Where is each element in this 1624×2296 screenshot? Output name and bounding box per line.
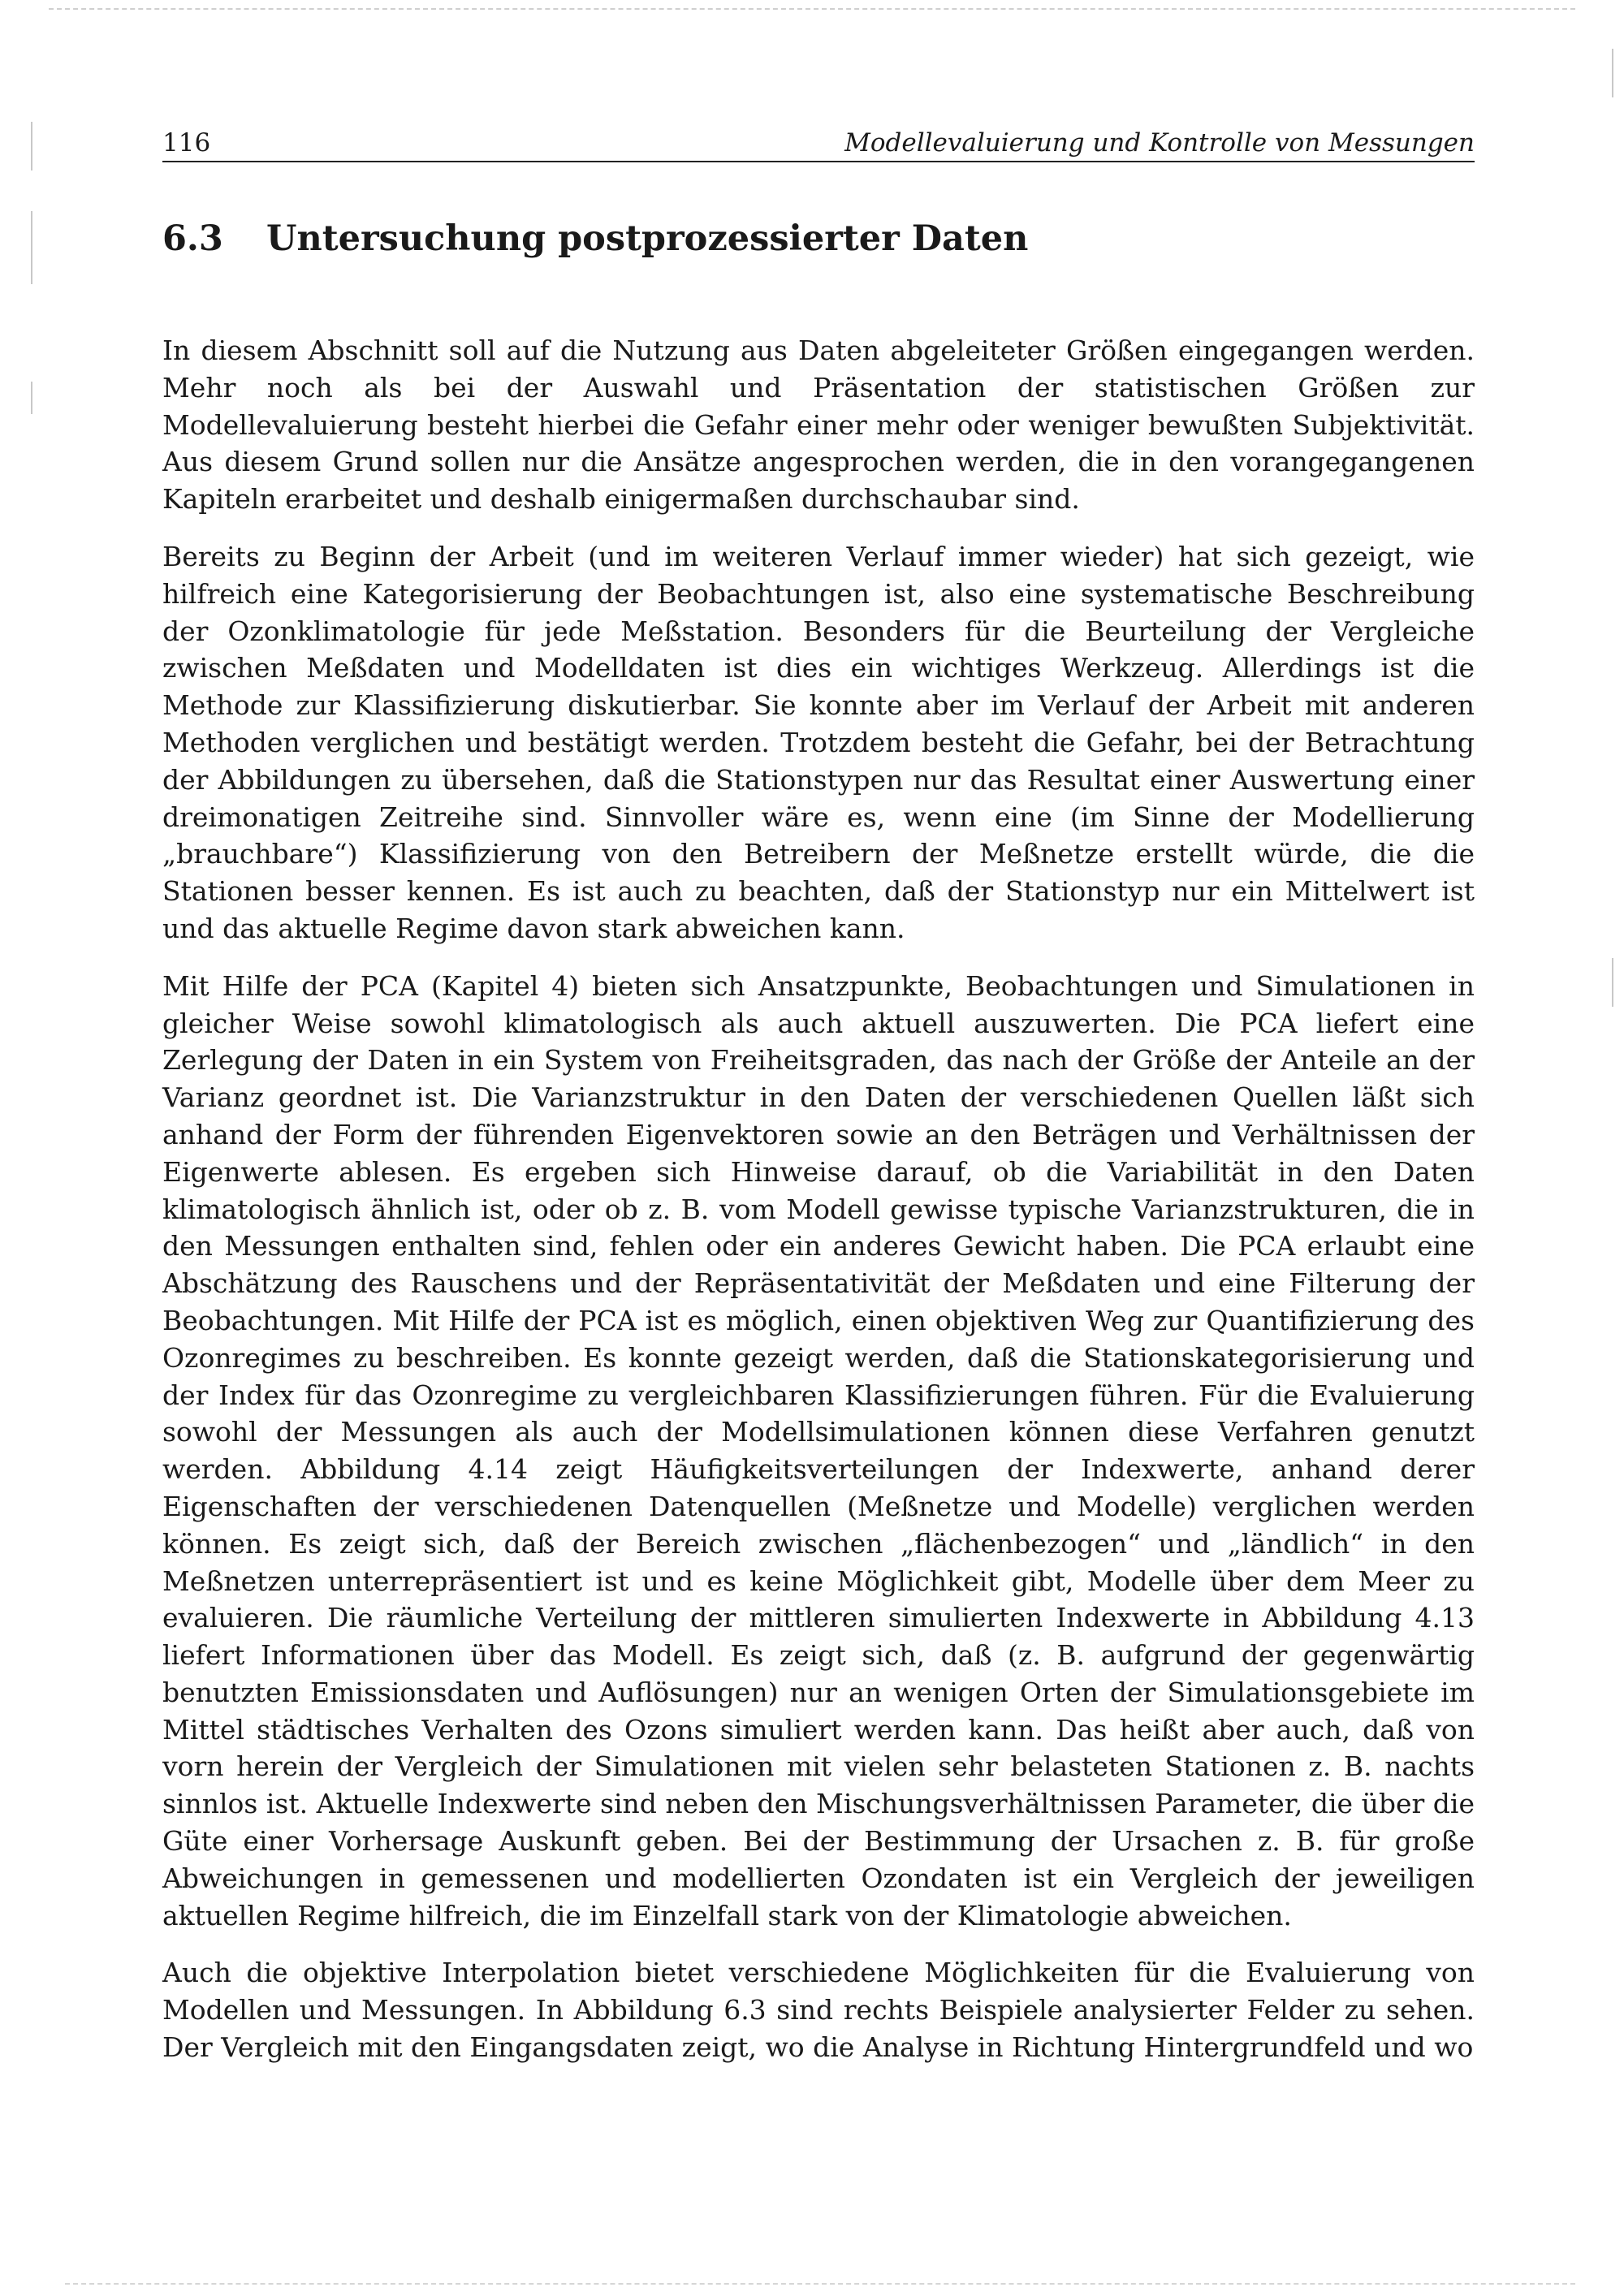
scan-margin-mark: [1612, 49, 1613, 97]
body-text: [162, 332, 1475, 2087]
scan-margin-mark: [31, 382, 32, 414]
paragraph: In diesem Abschnitt soll auf die Nutzung aus Daten abgeleiteter Größen eingegangen werden. Mehr noch als bei der Auswahl und Präsentation der statistischen Größen zur Modellevaluierung besteht hierbei die Gefahr einer mehr oder weniger bewußten Subjektivität. Aus diesem Grund sollen nur die Ansätze angesprochen werden, die in den vorangegangenen Kapiteln erarbeitet und deshalb einigermaßen durchschaubar sind.: [162, 334, 1475, 516]
paragraph: Mit Hilfe der PCA (Kapitel 4) bieten sich Ansatzpunkte, Beobachtungen und Simulationen in gleicher Weise sowohl klimatologisch als auch aktuell auszuwerten. Die PCA liefert eine Zerlegung der Daten in ein System von Freiheitsgraden, das nach der Größe der Anteile an der Varianz geordnet ist. Die Varianzstruktur in den Daten der verschiedenen Quellen läßt sich anhand der Form der führenden Eigenvektoren sowie an den Beträgen und Verhältnissen der Eigenwerte ablesen. Es ergeben sich Hinweise darauf, ob die Variabilität in den Daten klimatologisch ähnlich ist, oder ob z. B. vom Modell gewisse typische Varianzstrukturen, die in den Messungen enthalten sind, fehlen oder ein anderes Gewicht haben. Die PCA erlaubt eine Abschätzung des Rauschens und der Repräsentativität der Meßdaten und eine Filterung der Beobachtungen. Mit Hilfe der PCA ist es möglich, einen objektiven Weg zur Quantifizierung des Ozonregimes zu beschreiben. Es konnte gezeigt werden, daß die Stationskategorisierung und der Index für das Ozonregime zu vergleichbaren Klassifizierungen führen. Für die Evaluierung sowohl der Messungen als auch der Modellsimulationen können diese Verfahren genutzt werden. Abbildung 4.14 zeigt Häufigkeitsverteilungen der Indexwerte, anhand derer Eigenschaften der verschiedenen Datenquellen (Meßnetze und Modelle) verglichen werden können. Es zeigt sich, daß der Bereich zwischen „flächenbezogen“ und „ländlich“ in den Meßnetzen unterrepräsentiert ist und es keine Möglichkeit gibt, Modelle über dem Meer zu evaluieren. Die räumliche Verteilung der mittleren simulierten Indexwerte in Abbildung 4.13 liefert Informationen über das Modell. Es zeigt sich, daß (z. B. aufgrund der gegenwärtig benutzten Emissionsdaten und Auflösungen) nur an wenigen Orten der Simulationsgebiete im Mittel städtisches Verhalten des Ozons simuliert werden kann. Das heißt aber auch, daß von vorn herein der Vergleich der Simulationen mit vielen sehr belasteten Stationen z. B. nachts sinnlos ist. Aktuelle Indexwerte sind neben den Mischungsverhältnissen Parameter, die über die Güte einer Vorhersage Auskunft geben. Bei der Bestimmung der Ursachen z. B. für große Abweichungen in gemessenen und modellierten Ozondaten ist ein Vergleich der jeweiligen aktuellen Regime hilfreich, die im Einzelfall stark von der Klimatologie abweichen.: [162, 969, 1475, 1931]
scan-bottom-edge: [65, 2283, 1575, 2285]
paragraph: Auch die objektive Interpolation bietet verschiedene Möglichkeiten für die Evaluierung von Modellen und Messungen. In Abbildung 6.3 sind rechts Beispiele analysierter Felder zu sehen. Der Vergleich mit den Eingangsdaten zeigt, wo die Analyse in Richtung Hintergrundfeld und wo: [162, 1957, 1475, 2064]
running-header: [162, 127, 1475, 162]
scan-top-edge: [49, 8, 1575, 10]
running-title: Modellevaluierung und Kontrolle von Messungen: [844, 128, 1475, 158]
scan-margin-mark: [31, 211, 32, 284]
section-title: Untersuchung postprozessierter Daten: [266, 218, 1029, 259]
scan-margin-mark: [31, 122, 32, 170]
section-heading: [162, 216, 1475, 261]
paragraph: Bereits zu Beginn der Arbeit (und im weiteren Verlauf immer wieder) hat sich gezeigt, wie hilfreich eine Kategorisierung der Beobachtungen ist, also eine systematische Beschreibung der Ozonklimatologie für jede Meßstation. Besonders für die Beurteilung der Vergleiche zwischen Meßdaten und Modelldaten ist dies ein wichtiges Werkzeug. Allerdings ist die Methode zur Klassifizierung diskutierbar. Sie konnte aber im Verlauf der Arbeit mit anderen Methoden verglichen und bestätigt werden. Trotzdem besteht die Gefahr, bei der Betrachtung der Abbildungen zu übersehen, daß die Stationstypen nur das Resultat einer Auswertung einer dreimonatigen Zeitreihe sind. Sinnvoller wäre es, wenn eine (im Sinne der Modellierung „brauchbare“) Klassifizierung von den Betreibern der Meßnetze erstellt würde, die die Stationen besser kennen. Es ist auch zu beachten, daß der Stationstyp nur ein Mittelwert ist und das aktuelle Regime davon stark abweichen kann.: [162, 540, 1475, 944]
section-number: 6.3: [162, 218, 223, 259]
scan-margin-mark: [1612, 958, 1613, 1007]
page-number: 116: [162, 128, 211, 158]
